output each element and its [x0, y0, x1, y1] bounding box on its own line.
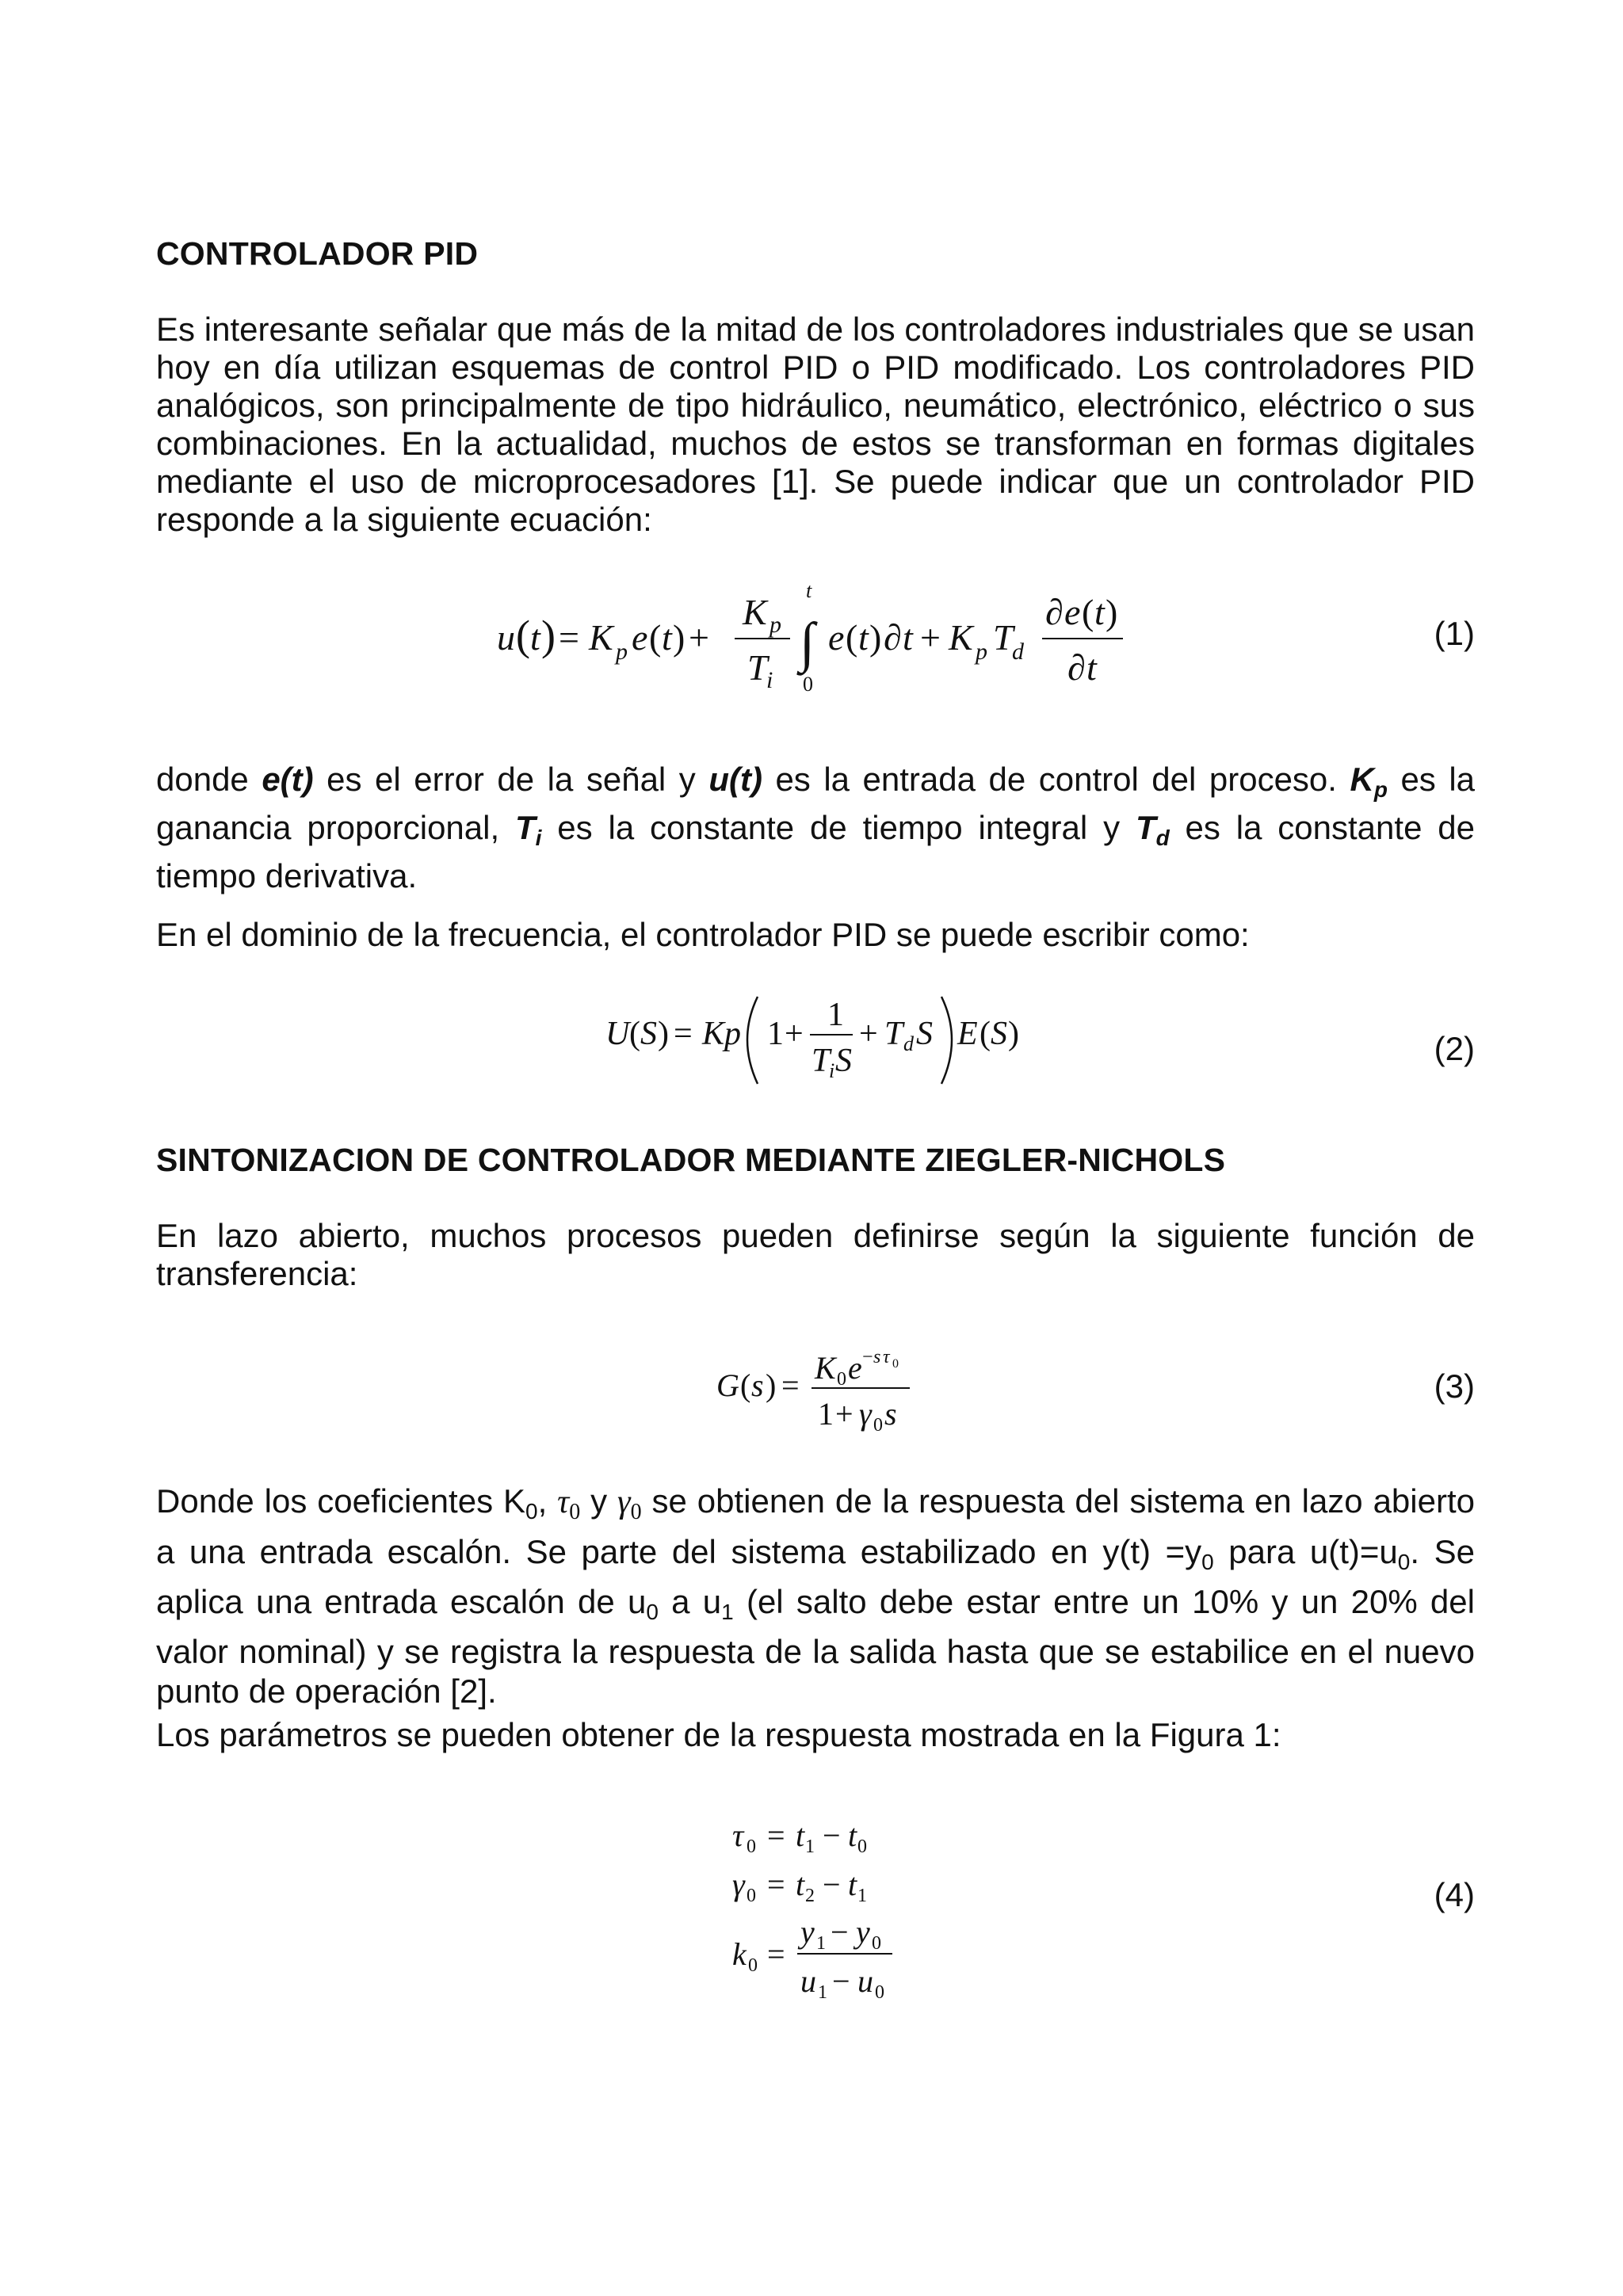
equation-3-number: (3) — [1434, 1367, 1475, 1405]
svg-text:y: y — [856, 1914, 870, 1950]
coef-u0-sub: 0 — [1397, 1550, 1411, 1574]
svg-text:d: d — [903, 1032, 914, 1055]
tau0-sub: 0 — [569, 1500, 581, 1524]
svg-text:K: K — [815, 1350, 836, 1386]
svg-text:y: y — [800, 1914, 815, 1950]
svg-text:): ) — [1106, 592, 1118, 632]
svg-text:0: 0 — [803, 673, 813, 696]
open-loop-paragraph: En lazo abierto, muchos procesos pueden definirse según la siguiente función de transferencia: — [156, 1217, 1475, 1292]
parameters-paragraph: Los parámetros se pueden obtener de la respuesta mostrada en la Figura 1: — [156, 1716, 1281, 1753]
svg-text:∂: ∂ — [884, 617, 902, 658]
svg-text:=: = — [767, 1867, 785, 1902]
svg-text:p: p — [769, 612, 781, 638]
svg-text:(: ( — [629, 1016, 640, 1052]
coef-u1-sub: 1 — [721, 1600, 734, 1624]
svg-text:γ: γ — [732, 1867, 745, 1902]
svg-text:1: 1 — [857, 1886, 867, 1906]
equation-1 — [495, 578, 1145, 705]
svg-text:(: ( — [846, 617, 858, 658]
svg-text:t: t — [858, 617, 869, 658]
equation-4-number: (4) — [1434, 1876, 1475, 1913]
svg-text:U: U — [605, 1016, 630, 1052]
equation-3-svg — [713, 1339, 919, 1442]
def-e-term: e(t) — [262, 761, 314, 798]
coef-text-1: Donde los coeficientes K — [156, 1482, 525, 1520]
svg-text:s: s — [751, 1367, 764, 1403]
frequency-paragraph: En el dominio de la frecuencia, el controlador PID se puede escribir como: — [156, 916, 1250, 953]
svg-text:t: t — [1086, 647, 1097, 688]
equation-2 — [602, 989, 1046, 1092]
coef-text-5: para u(t)=u — [1213, 1533, 1398, 1570]
svg-text:0: 0 — [857, 1836, 867, 1857]
tau0-symbol: $\tau_0$ — [557, 1484, 581, 1524]
svg-text:∂: ∂ — [1067, 647, 1086, 688]
svg-text:(: ( — [649, 617, 662, 658]
svg-text:): ) — [673, 617, 685, 658]
def-ti-main: T — [515, 809, 536, 846]
svg-text:=: = — [781, 1367, 800, 1403]
svg-text:T: T — [884, 1016, 903, 1052]
svg-text:E: E — [957, 1016, 978, 1052]
svg-text:S: S — [835, 1043, 852, 1079]
equation-4 — [729, 1814, 919, 2020]
svg-text:k: k — [732, 1936, 747, 1972]
svg-text:s: s — [884, 1396, 897, 1432]
svg-text:τ: τ — [732, 1817, 744, 1853]
def-text-4: es la ganancia proporcional, — [156, 761, 1476, 846]
svg-text:(: ( — [980, 1016, 991, 1052]
def-text-5: es la constante de tiempo integral y — [541, 809, 1136, 846]
svg-text:K: K — [743, 592, 767, 632]
def-text-3: es la entrada de control del proceso. — [762, 761, 1350, 798]
svg-text:γ: γ — [859, 1396, 872, 1432]
svg-text:e: e — [1064, 592, 1081, 632]
svg-text:0: 0 — [747, 1886, 756, 1906]
svg-text:0: 0 — [748, 1955, 758, 1976]
coef-text-6: . Se aplica una entrada escalón de u — [156, 1533, 1475, 1620]
svg-text:τ: τ — [883, 1347, 890, 1367]
svg-text:t: t — [806, 579, 812, 602]
definitions-paragraph — [156, 761, 1475, 895]
svg-text:+: + — [859, 1016, 878, 1052]
svg-text:K: K — [589, 617, 613, 658]
def-text-2: es el error de la señal y — [313, 761, 709, 798]
svg-text:i: i — [829, 1059, 835, 1082]
equation-1-number: (1) — [1434, 615, 1475, 652]
svg-text:T: T — [747, 647, 768, 688]
svg-text:): ) — [1008, 1016, 1019, 1052]
svg-text:+: + — [835, 1396, 854, 1432]
svg-text:S: S — [916, 1016, 933, 1052]
equation-2-number: (2) — [1434, 1030, 1475, 1067]
svg-text:0: 0 — [875, 1982, 884, 2003]
coef-y0-sub: 0 — [1201, 1550, 1214, 1574]
svg-text:2: 2 — [805, 1886, 815, 1906]
svg-text:Kp: Kp — [702, 1016, 742, 1052]
svg-text:−: − — [823, 1867, 841, 1902]
svg-text:e: e — [632, 617, 648, 658]
svg-text:G: G — [716, 1367, 739, 1403]
svg-text:=: = — [767, 1817, 785, 1853]
svg-text:−: − — [831, 1914, 849, 1950]
section-title-ziegler-nichols: SINTONIZACION DE CONTROLADOR MEDIANTE ZIEGLER-NICHOLS — [156, 1142, 1226, 1178]
def-kp-main: K — [1350, 761, 1374, 798]
coef-k0-sub: 0 — [525, 1499, 538, 1524]
svg-text:+: + — [689, 617, 709, 658]
svg-text:T: T — [812, 1043, 831, 1079]
def-ti-sub: i — [535, 826, 542, 850]
svg-text:t: t — [796, 1817, 805, 1853]
svg-text:S: S — [991, 1016, 1007, 1052]
svg-text:d: d — [1012, 639, 1024, 665]
def-td-main: T — [1135, 809, 1156, 846]
equation-3 — [713, 1339, 919, 1442]
coef-text-7: a u — [658, 1583, 722, 1620]
svg-text:1: 1 — [767, 1016, 784, 1052]
svg-text:u: u — [800, 1963, 816, 1999]
svg-text:u: u — [857, 1963, 873, 1999]
coef-text-8: (el salto debe estar entre un 10% y un 20% del valor nominal) y se registra la respuesta de la salida hasta que se estabilice en el nuevo punto de operación [2]. — [156, 1583, 1475, 1710]
svg-text:t: t — [848, 1867, 857, 1902]
svg-text:T: T — [993, 617, 1014, 658]
svg-text:p: p — [616, 639, 628, 665]
svg-text:t: t — [796, 1867, 805, 1902]
svg-text:e: e — [828, 617, 845, 658]
svg-text:0: 0 — [892, 1357, 899, 1371]
coefficients-paragraph — [156, 1482, 1475, 1711]
svg-text:1: 1 — [818, 1982, 827, 2003]
svg-text:1: 1 — [805, 1836, 815, 1857]
svg-text:S: S — [640, 1016, 657, 1052]
coef-u0b-sub: 0 — [646, 1600, 659, 1624]
equation-2-svg — [602, 989, 1046, 1092]
def-text-6: es la constante de tiempo derivativa. — [156, 809, 1475, 894]
svg-text:=: = — [559, 617, 579, 658]
svg-text:=: = — [674, 1016, 693, 1052]
coef-text-2: , — [537, 1482, 558, 1520]
svg-text:p: p — [976, 639, 987, 665]
svg-text:(: ( — [516, 612, 530, 659]
coef-text-3: y — [580, 1482, 618, 1520]
svg-text:): ) — [541, 612, 556, 659]
equation-1-svg — [495, 578, 1145, 705]
svg-text:−: − — [832, 1963, 850, 1999]
coef-text-4: se obtienen de la respuesta del sistema en lazo abierto a una entrada escalón. Se parte del sistema estabilizado en y(t) =y — [156, 1482, 1475, 1570]
svg-text:): ) — [869, 617, 882, 658]
svg-text:u: u — [497, 617, 515, 658]
svg-text:1: 1 — [827, 997, 844, 1033]
equation-4-svg — [729, 1814, 919, 2020]
svg-text:0: 0 — [872, 1933, 881, 1954]
svg-text:0: 0 — [747, 1836, 756, 1857]
svg-text:t: t — [530, 617, 540, 658]
svg-text:t: t — [662, 617, 672, 658]
svg-text:0: 0 — [837, 1369, 846, 1390]
svg-text:e: e — [848, 1350, 862, 1386]
section-title-pid: CONTROLADOR PID — [156, 235, 479, 272]
svg-text:=: = — [767, 1936, 785, 1972]
svg-text:(: ( — [740, 1367, 751, 1403]
svg-text:∂: ∂ — [1045, 592, 1064, 632]
def-td-sub: d — [1155, 826, 1170, 850]
gamma0-sub: 0 — [630, 1500, 642, 1524]
svg-text:∫: ∫ — [800, 612, 815, 673]
svg-text:s: s — [873, 1347, 881, 1367]
svg-text:): ) — [766, 1367, 777, 1403]
svg-text:t: t — [1094, 592, 1105, 632]
svg-text:K: K — [949, 617, 973, 658]
svg-text:−: − — [862, 1347, 873, 1367]
svg-text:+: + — [785, 1016, 804, 1052]
svg-text:t: t — [848, 1817, 857, 1853]
svg-text:): ) — [658, 1016, 669, 1052]
svg-text:+: + — [920, 617, 941, 658]
svg-text:i: i — [766, 667, 773, 693]
gamma0-symbol: $\gamma_0$ — [617, 1484, 642, 1524]
svg-text:1: 1 — [818, 1396, 834, 1432]
def-kp-sub: p — [1373, 777, 1388, 802]
def-u-term: u(t) — [708, 761, 762, 798]
svg-text:1: 1 — [816, 1933, 826, 1954]
def-text-1: donde — [156, 761, 262, 798]
svg-text:t: t — [903, 617, 913, 658]
svg-text:−: − — [823, 1817, 841, 1853]
svg-text:0: 0 — [873, 1415, 883, 1436]
svg-text:(: ( — [1082, 592, 1094, 632]
intro-paragraph: Es interesante señalar que más de la mitad de los controladores industriales que se usan hoy en día utilizan esquemas de control PID o PID modificado. Los controladores PID analógicos, son principalmente de tipo hidráulico, neumático, electrónico, eléctrico o sus combinaciones. En la actualidad, muchos de estos se transforman en formas digitales mediante el uso de microprocesadores [1]. Se puede indicar que un controlador PID responde a la siguiente ecuación: — [156, 311, 1475, 538]
